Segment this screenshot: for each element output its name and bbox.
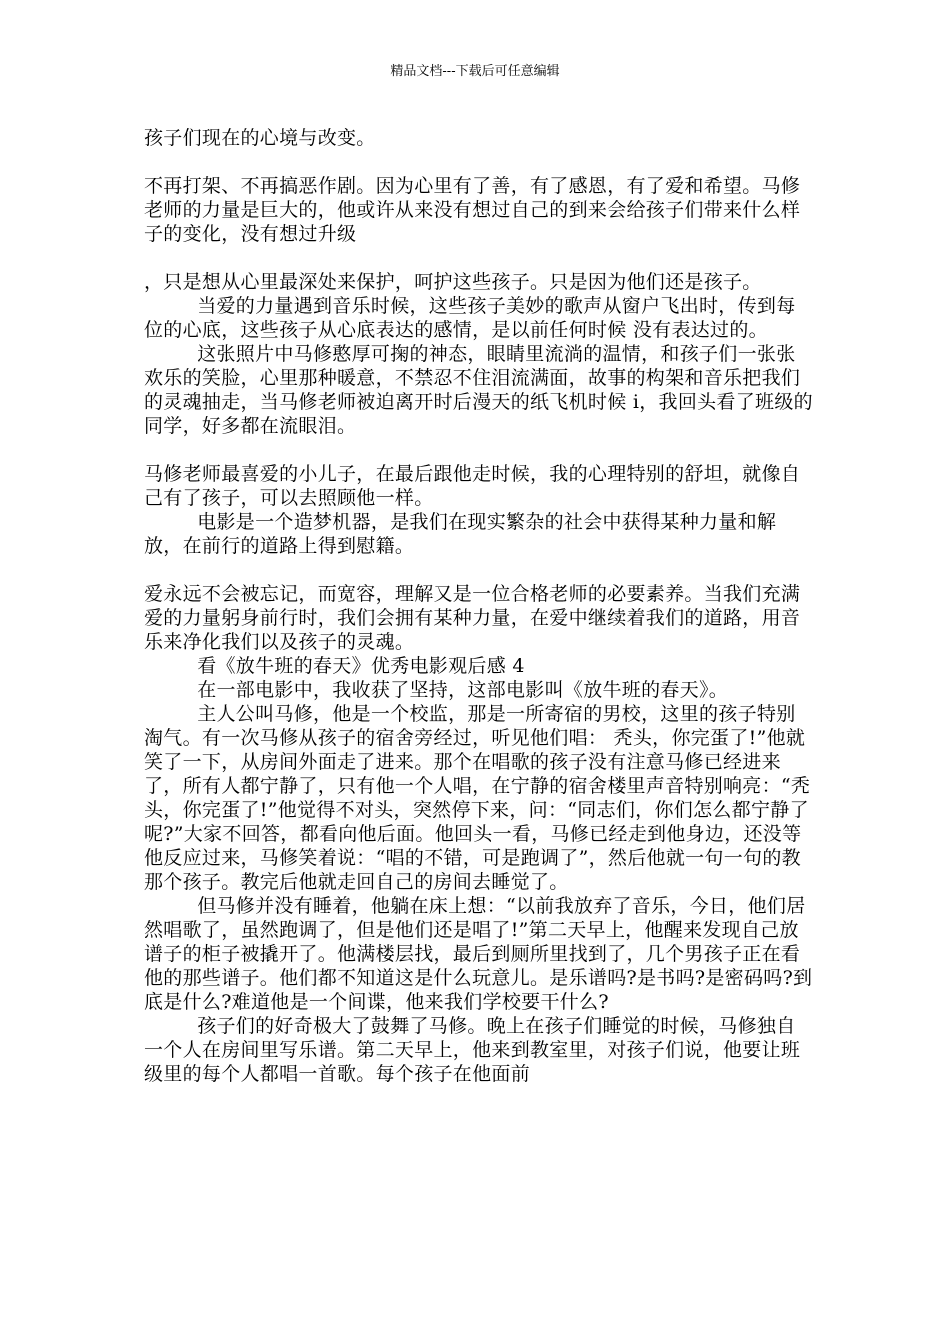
paragraph: 电影是一个造梦机器，是我们在现实繁杂的社会中获得某种力量和解放，在前行的道路上得到慰籍。 — [144, 511, 777, 557]
paragraph: 但马修并没有睡着，他躺在床上想：“以前我放弃了音乐，今日，他们居然唱歌了，虽然跑调了，但是他们还是唱了!”第二天早上，他醒来发现自己放谱子的柜子被撬开了。他满楼层找，最后到厕所里找到了，几个男孩子正在看他的那些谱子。他们都不知道这是什么玩意儿。是乐谱吗?是书吗?是密码吗?到底是什么?难道他是一个间谍，他来我们学校要干什么? — [144, 895, 813, 1013]
paragraph: 主人公叫马修，他是一个校监，那是一所寄宿的男校，这里的孩子特别淘气。有一次马修从孩子的宿舍旁经过，听见他们唱： 秃头，你完蛋了!”他就笑了一下，从房间外面走了进来。那个在唱歌的孩子没有注意马修已经进来了，所有人都宁静了，只有他一个人唱，在宁静的宿舍楼里声音特别响亮：“秃头，你完蛋了!”他觉得不对头，突然停下来，问：“同志们，你们怎么都宁静了呢?”大家不回答，都看向他后面。他回头一看，马修已经走到他身边，还没等他反应过来，马修笑着说：“唱的不错，可是跑调了”，然后他就一句一句的教那个孩子。教完后他就走回自己的房间去睡觉了。 — [144, 703, 811, 893]
paragraph: 孩子们现在的心境与改变。 — [144, 127, 376, 149]
document-body — [144, 126, 814, 1086]
paragraph: 不再打架、不再搞恶作剧。因为心里有了善，有了感恩，有了爱和希望。马修老师的力量是巨大的，他或许从来没有想过自己的到来会给孩子们带来什么样子的变化，没有想过升级 — [144, 175, 801, 245]
paragraph: 孩子们的好奇极大了鼓舞了马修。晚上在孩子们睡觉的时候，马修独自一个人在房间里写乐谱。第二天早上，他来到教室里，对孩子们说，他要让班级里的每个人都唱一首歌。每个孩子在他面前 — [144, 1015, 801, 1085]
paragraph: 马修老师最喜爱的小儿子，在最后跟他走时候，我的心理特别的舒坦，就像自己有了孩子，可以去照顾他一样。 — [144, 463, 801, 509]
paragraph: 这张照片中马修憨厚可掬的神态，眼睛里流淌的温情，和孩子们一张张欢乐的笑脸，心里那种暖意，不禁忍不住泪流满面，故事的构架和音乐把我们的灵魂抽走，当马修老师被迫离开时后漫天的纸飞机时候 i，我回头看了班级的同学，好多都在流眼泪。 — [144, 343, 813, 437]
paragraph: 当爱的力量遇到音乐时候，这些孩子美妙的歌声从窗户飞出时，传到每位的心底，这些孩子从心底表达的感情，是以前任何时候 没有表达过的。 — [144, 295, 796, 341]
paragraph: 爱永远不会被忘记，而宽容，理解又是一位合格老师的必要素养。当我们充满爱的力量躬身前行时，我们会拥有某种力量，在爱中继续着我们的道路，用音乐来净化我们以及孩子的灵魂。 — [144, 583, 801, 653]
section-title: 看《放牛班的春天》优秀电影观后感 4 — [197, 655, 525, 677]
page-header: 精品文档---下载后可任意编辑 — [390, 64, 560, 79]
paragraph: ，只是想从心里最深处来保护，呵护这些孩子。只是因为他们还是孩子。 — [144, 271, 762, 293]
paragraph: 在一部电影中，我收获了坚持，这部电影叫《放牛班的春天》。 — [197, 679, 729, 701]
